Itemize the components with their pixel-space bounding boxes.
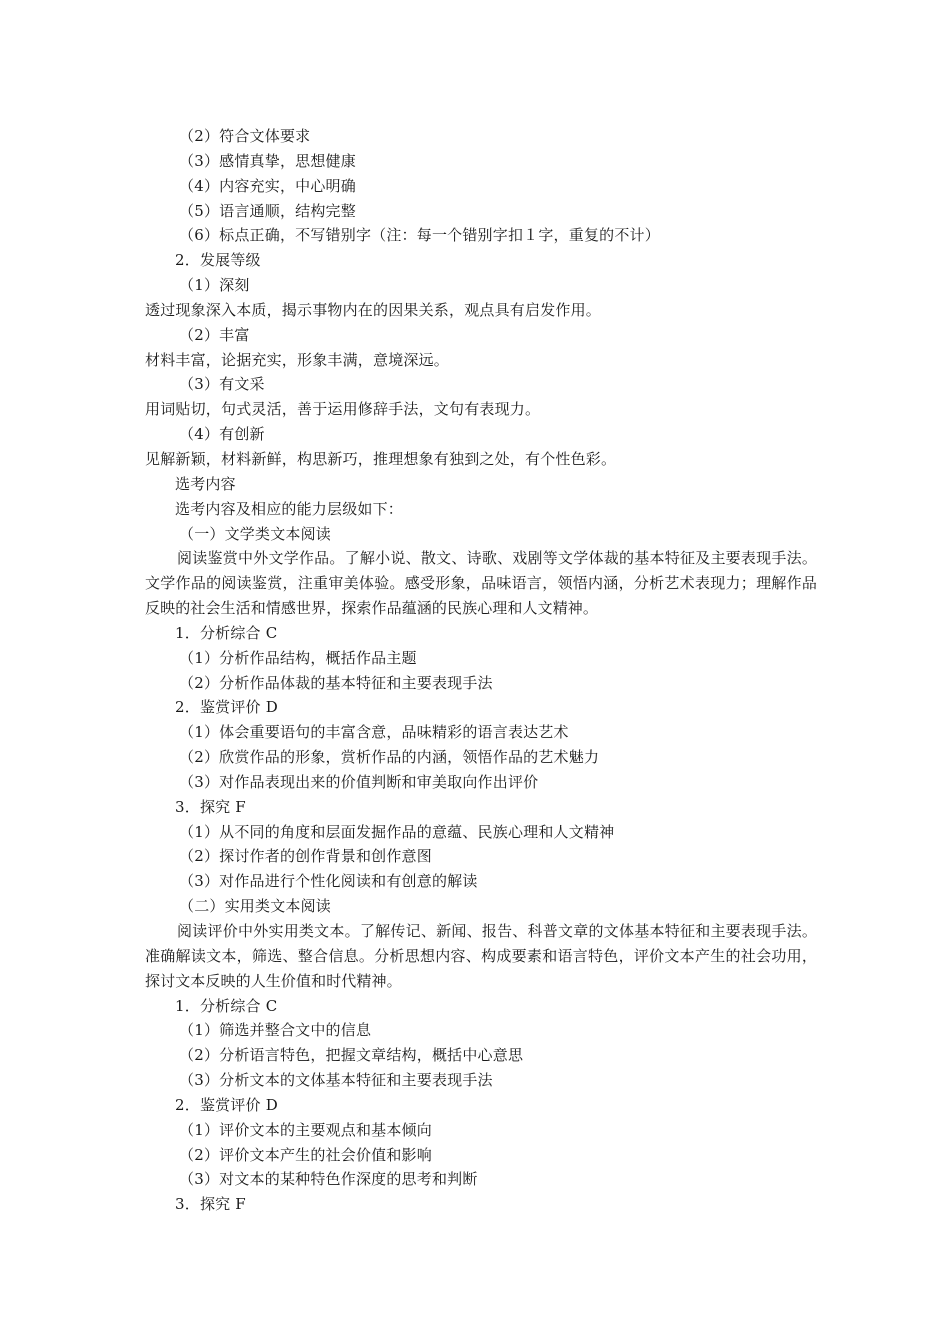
item-text-genre-features: （3）分析文本的文体基本特征和主要表现手法	[179, 1071, 493, 1090]
criterion-emotion: （3）感情真挚，思想健康	[179, 151, 356, 170]
heading-appreciation-d-1: 2．鉴赏评价 D	[175, 698, 278, 717]
heading-exploration-f-1: 3．探究 F	[175, 797, 246, 816]
text-elective-intro: 选考内容及相应的能力层级如下：	[175, 499, 404, 518]
subheading-depth: （1）深刻	[179, 276, 250, 295]
heading-analysis-c-2: 1．分析综合 C	[175, 996, 278, 1015]
item-creative-reading: （3）对作品进行个性化阅读和有创意的解读	[179, 872, 478, 891]
section-heading-development: 2．发展等级	[175, 251, 261, 270]
heading-analysis-c-1: 1．分析综合 C	[175, 623, 278, 642]
criterion-punctuation: （6）标点正确，不写错别字（注：每一个错别字扣１字，重复的不计）	[179, 226, 660, 245]
item-appreciate-images: （2）欣赏作品的形象，赏析作品的内涵，领悟作品的艺术魅力	[179, 748, 600, 767]
item-key-sentences: （1）体会重要语句的丰富含意，品味精彩的语言表达艺术	[179, 723, 569, 742]
criterion-genre: （2）符合文体要求	[179, 127, 311, 145]
item-filter-information: （1）筛选并整合文中的信息	[179, 1021, 372, 1040]
text-literary-grace: 用词贴切，句式灵活，善于运用修辞手法，文句有表现力。	[145, 400, 541, 419]
text-innovation: 见解新颖，材料新鲜，构思新巧，推理想象有独到之处，有个性色彩。	[145, 449, 617, 468]
heading-appreciation-d-2: 2．鉴赏评价 D	[175, 1095, 278, 1114]
subheading-literary-grace: （3）有文采	[179, 375, 265, 394]
subheading-richness: （2）丰富	[179, 325, 250, 344]
item-author-background: （2）探讨作者的创作背景和创作意图	[179, 847, 432, 866]
item-explore-connotation: （1）从不同的角度和层面发掘作品的意蕴、民族心理和人文精神	[179, 822, 615, 841]
document-body	[145, 124, 817, 1217]
text-depth: 透过现象深入本质，揭示事物内在的因果关系，观点具有启发作用。	[145, 300, 602, 319]
item-genre-features: （2）分析作品体裁的基本特征和主要表现手法	[179, 673, 493, 692]
section-heading-practical-reading: （二）实用类文本阅读	[179, 897, 332, 916]
paragraph-literary-reading: 阅读鉴赏中外文学作品。了解小说、散文、诗歌、戏剧等文学体裁的基本特征及主要表现手法。文学作品的阅读鉴赏，注重审美体验。感受形象，品味语言，领悟内涵，分析艺术表现力；理解作品反映的社会生活和情感世界，探索作品蕴涵的民族心理和人文精神。	[145, 549, 817, 618]
heading-exploration-f-2: 3．探究 F	[175, 1195, 246, 1214]
text-richness: 材料丰富，论据充实，形象丰满，意境深远。	[145, 350, 450, 369]
criterion-language: （5）语言通顺，结构完整	[179, 201, 356, 220]
criterion-content: （4）内容充实，中心明确	[179, 176, 356, 195]
item-value-judgment: （3）对作品表现出来的价值判断和审美取向作出评价	[179, 772, 539, 791]
section-heading-elective: 选考内容	[175, 474, 236, 493]
item-main-viewpoints: （1）评价文本的主要观点和基本倾向	[179, 1120, 432, 1139]
paragraph-practical-reading: 阅读评价中外实用类文本。了解传记、新闻、报告、科普文章的文体基本特征和主要表现手法。准确解读文本，筛选、整合信息。分析思想内容、构成要素和语言特色，评价文本产生的社会功用，探讨文本反映的人生价值和时代精神。	[145, 922, 817, 990]
item-deep-thinking: （3）对文本的某种特色作深度的思考和判断	[179, 1170, 478, 1189]
section-heading-literary-reading: （一）文学类文本阅读	[179, 524, 332, 543]
item-structure-theme: （1）分析作品结构，概括作品主题	[179, 648, 417, 667]
item-social-value: （2）评价文本产生的社会价值和影响	[179, 1145, 432, 1164]
subheading-innovation: （4）有创新	[179, 425, 265, 444]
item-language-features: （2）分析语言特色，把握文章结构，概括中心意思	[179, 1046, 524, 1065]
